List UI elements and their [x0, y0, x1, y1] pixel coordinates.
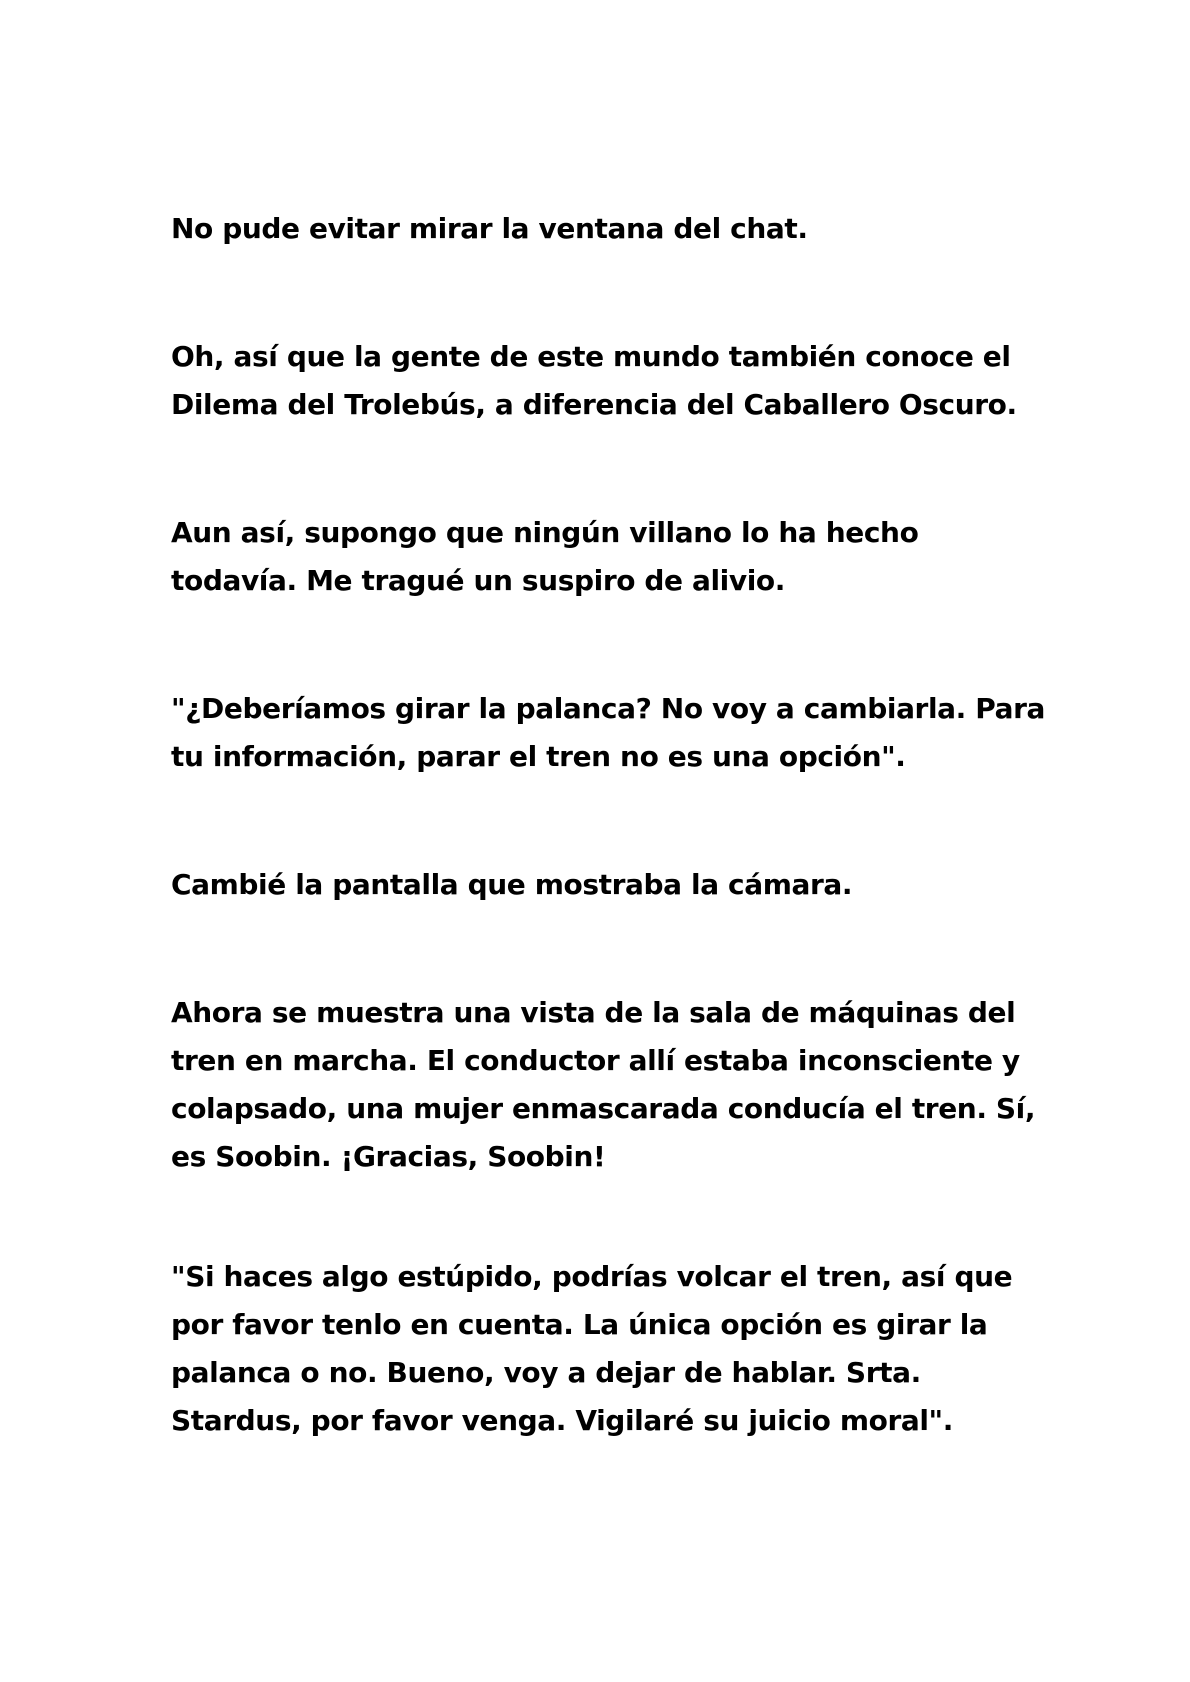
text-line: Stardus, por favor venga. Vigilaré su juicio moral". [171, 1404, 953, 1437]
paragraph-2 [171, 333, 1051, 429]
text-line: "Si haces algo estúpido, podrías volcar el tren, así que [171, 1260, 1013, 1293]
paragraph-1 [171, 205, 1051, 253]
text-line: Aun así, supongo que ningún villano lo ha hecho [171, 516, 919, 549]
paragraph-4 [171, 685, 1051, 781]
text-line: todavía. Me tragué un suspiro de alivio. [171, 564, 786, 597]
paragraph-3 [171, 509, 1051, 605]
text-line: No pude evitar mirar la ventana del chat. [171, 212, 808, 245]
text-line: Oh, así que la gente de este mundo también conoce el [171, 340, 1011, 373]
text-line: Cambié la pantalla que mostraba la cámara. [171, 868, 853, 901]
text-line: Ahora se muestra una vista de la sala de máquinas del [171, 996, 1016, 1029]
text-line: "¿Deberíamos girar la palanca? No voy a cambiarla. Para [171, 692, 1046, 725]
paragraph-5 [171, 861, 1051, 909]
paragraph-6 [171, 989, 1051, 1181]
paragraph-7 [171, 1253, 1051, 1445]
text-line: por favor tenlo en cuenta. La única opción es girar la [171, 1308, 988, 1341]
text-line: es Soobin. ¡Gracias, Soobin! [171, 1140, 606, 1173]
text-line: tu información, parar el tren no es una opción". [171, 740, 906, 773]
text-line: colapsado, una mujer enmascarada conducía el tren. Sí, [171, 1092, 1036, 1125]
text-line: Dilema del Trolebús, a diferencia del Caballero Oscuro. [171, 388, 1017, 421]
text-line: palanca o no. Bueno, voy a dejar de hablar. Srta. [171, 1356, 921, 1389]
text-line: tren en marcha. El conductor allí estaba inconsciente y [171, 1044, 1020, 1077]
